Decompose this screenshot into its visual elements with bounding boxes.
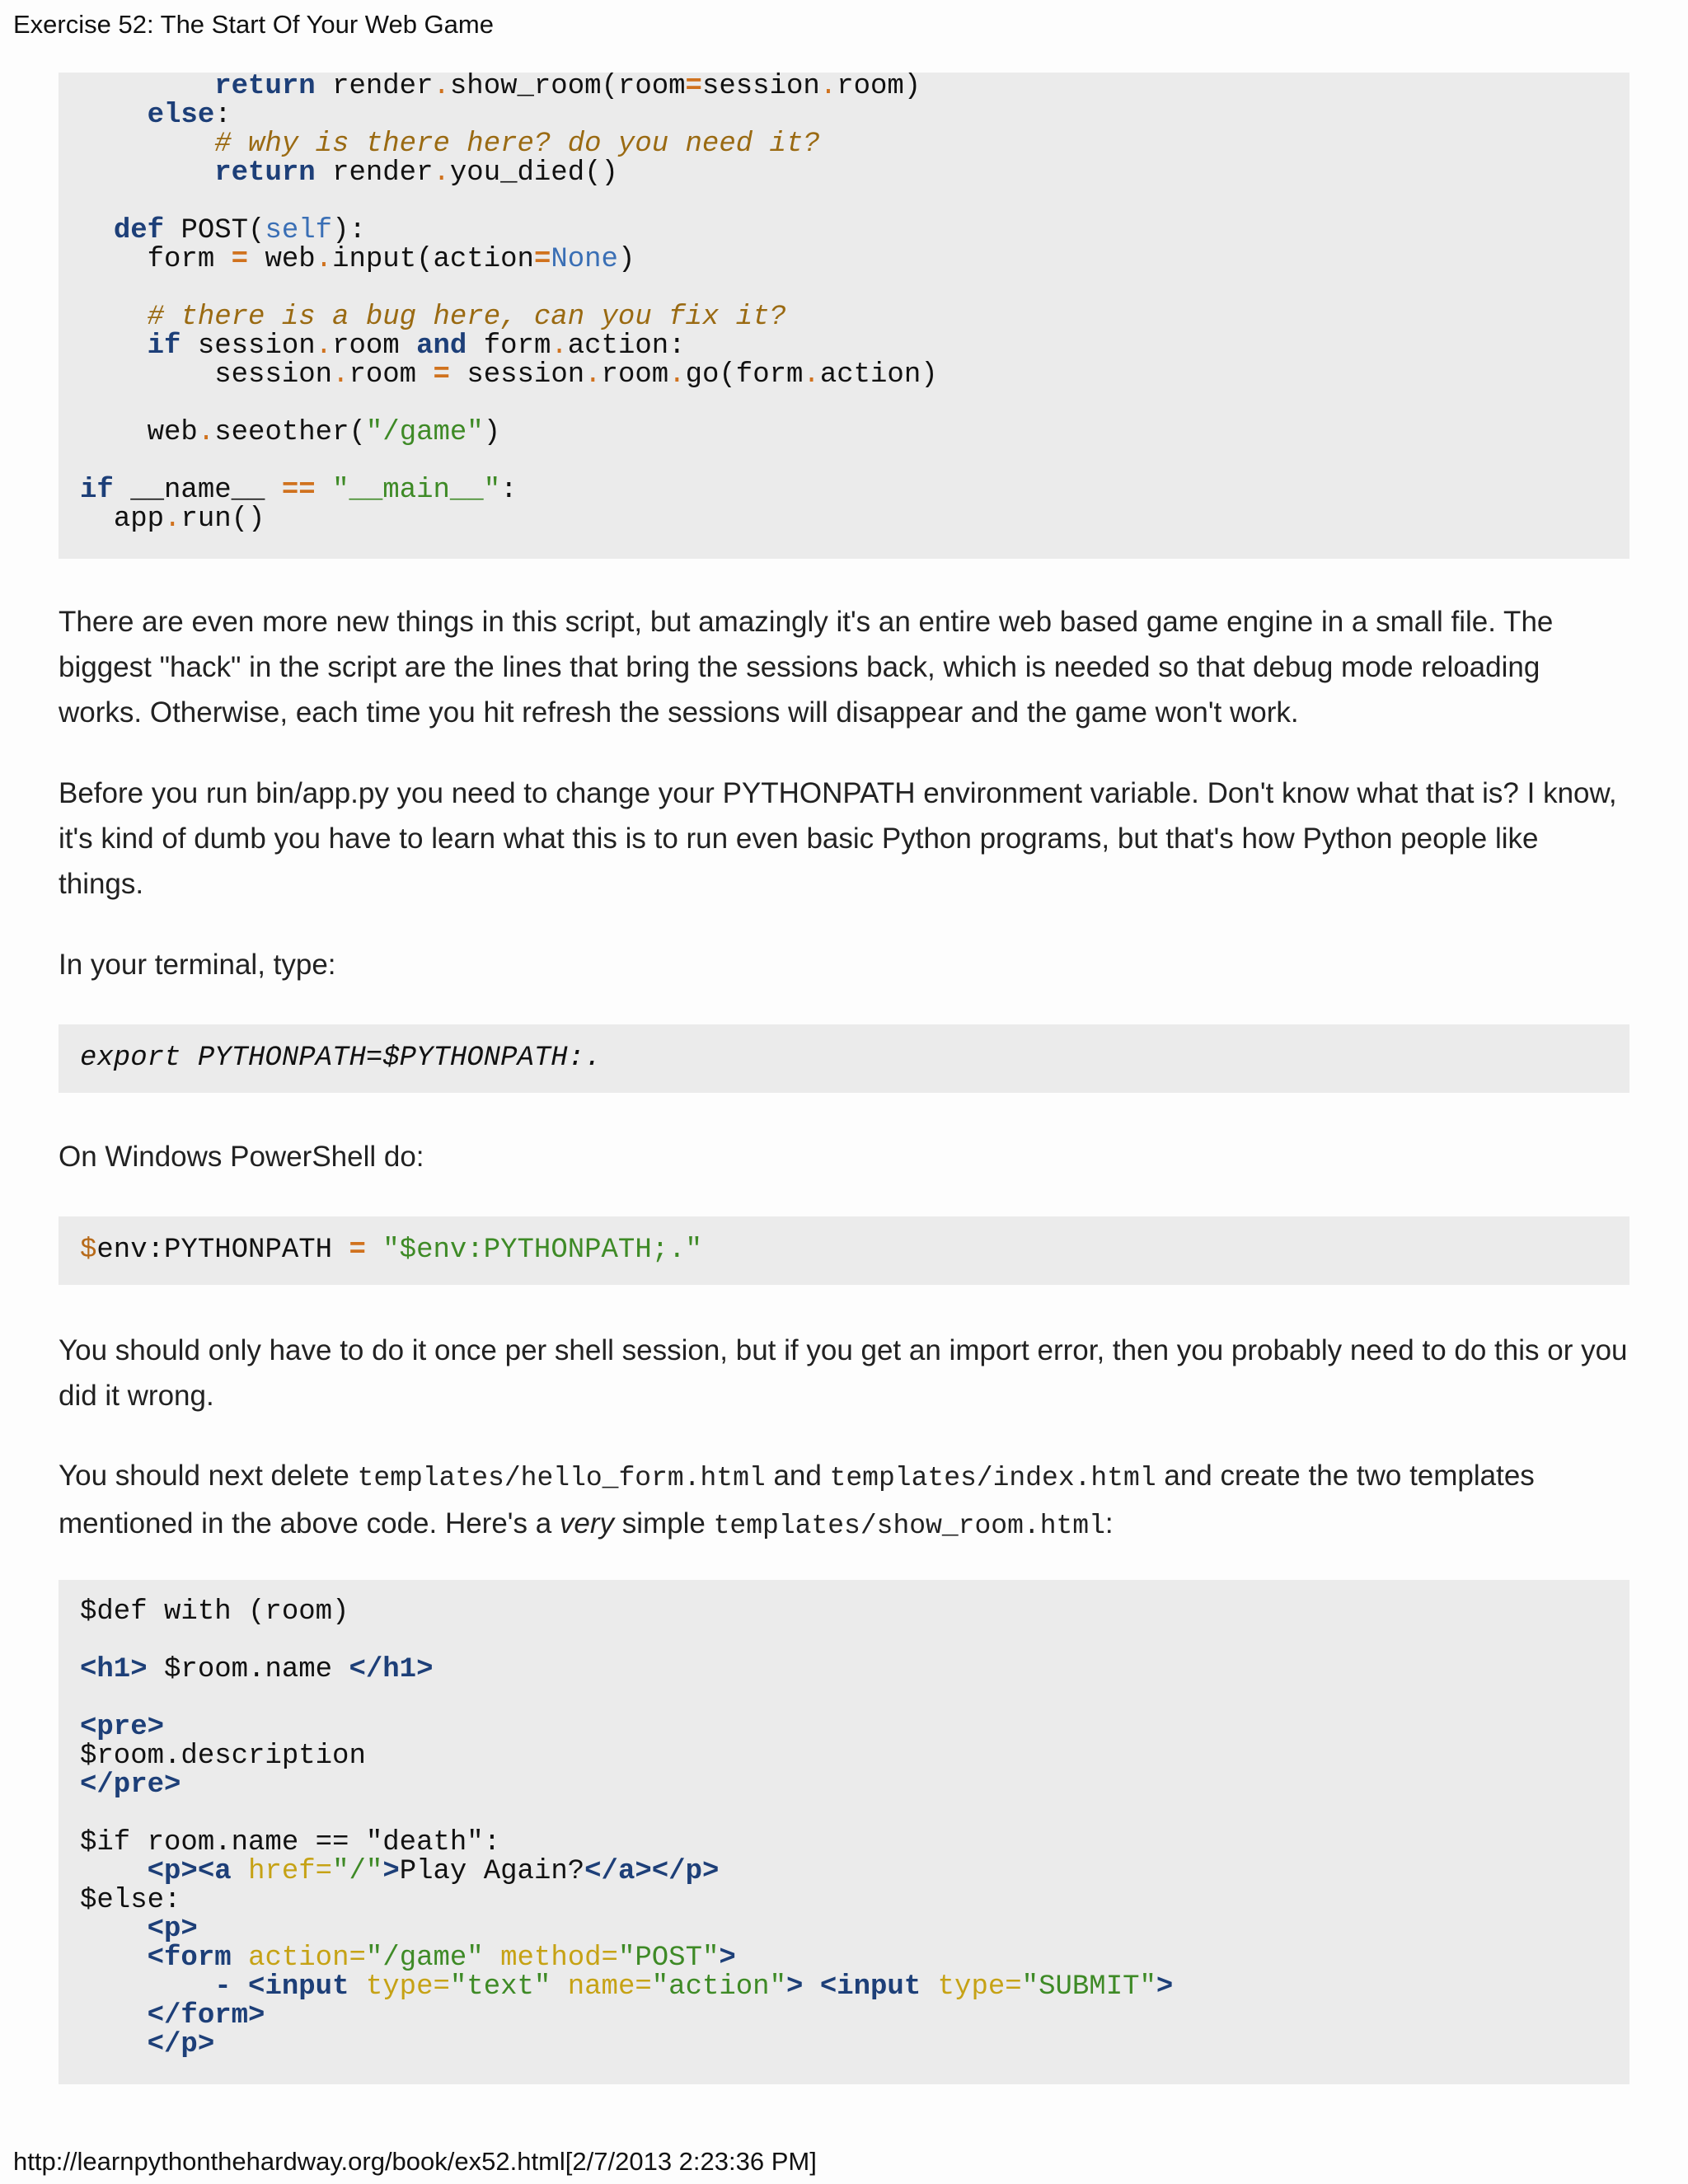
code-line: <p>: [147, 1914, 198, 1945]
inline-code-show-room: templates/show_room.html: [713, 1511, 1105, 1541]
page-header-title: Exercise 52: The Start Of Your Web Game: [13, 10, 494, 39]
code-line: # there is a bug here, can you fix it?: [147, 302, 786, 333]
code-line: session.room = session.room.go(form.action): [214, 359, 938, 391]
code-line: if session.room and form.action:: [147, 330, 686, 362]
code-line: app.run(): [113, 504, 265, 535]
code-line: <h1> $room.name </h1>: [80, 1654, 434, 1685]
paragraph-powershell: On Windows PowerShell do:: [59, 1141, 424, 1173]
paragraph-pythonpath: Before you run bin/app.py you need to change your PYTHONPATH environment variable. Don't know what that is? I know, it's kind of dumb you have to learn what this is to run even basic Python programs, but that's how Python people like things.: [59, 777, 1617, 900]
inline-code-hello-form: templates/hello_form.html: [357, 1463, 766, 1493]
code-line: # why is there here? do you need it?: [214, 129, 820, 160]
code-line: return render.you_died(): [214, 157, 618, 189]
code-block-export: export PYTHONPATH=$PYTHONPATH:.: [59, 1024, 1629, 1093]
code-line: $else:: [80, 1885, 181, 1916]
code-line: <pre>: [80, 1712, 165, 1743]
paragraph-import-error: You should only have to do it once per shell session, but if you get an import error, then you probably need to do this or you did it wrong.: [59, 1334, 1628, 1412]
code-line: <p><a href="/">Play Again?</a></p>: [147, 1856, 720, 1887]
code-block-powershell: $env:PYTHONPATH = "$env:PYTHONPATH;.": [59, 1216, 1629, 1285]
code-line: $room.description: [80, 1741, 366, 1772]
inline-code-index: templates/index.html: [829, 1463, 1156, 1493]
code-line: form = web.input(action=None): [147, 244, 635, 275]
paragraph-game-engine: There are even more new things in this script, but amazingly it's an entire web based game engine in a small file. The biggest "hack" in the script are the lines that bring the sessions back, which is needed so that debug mode reloading works. Otherwise, each time you hit refresh the sessions will disappear and the game won't work.: [59, 606, 1554, 729]
code-block-show-room-template: [59, 1580, 1629, 2084]
code-block-app-py: [59, 73, 1629, 559]
code-line: </p>: [147, 2029, 215, 2060]
code-line: </form>: [147, 2000, 265, 2032]
code-line: web.seeother("/game"): [147, 417, 501, 448]
paragraph-templates: You should next delete templates/hello_form.html and templates/index.html and create the two templates mentioned in the above code. Here's a very simple templates/show_room.html:: [59, 1460, 1535, 1541]
code-line: $def with (room): [80, 1596, 349, 1628]
page-footer-url[interactable]: http://learnpythonthehardway.org/book/ex52.html[2/7/2013 2:23:36 PM]: [13, 2147, 817, 2176]
code-line: - <input type="text" name="action"> <input type="SUBMIT">: [214, 1971, 1174, 2003]
code-line: </pre>: [80, 1769, 181, 1801]
code-line: $if room.name == "death":: [80, 1827, 501, 1858]
code-line: if __name__ == "__main__":: [80, 475, 518, 506]
code-line: return render.show_room(room=session.room): [214, 73, 921, 102]
code-line: else:: [147, 100, 232, 131]
paragraph-terminal: In your terminal, type:: [59, 949, 336, 981]
code-line: def POST(self):: [113, 215, 366, 246]
code-line: <form action="/game" method="POST">: [147, 1943, 736, 1974]
